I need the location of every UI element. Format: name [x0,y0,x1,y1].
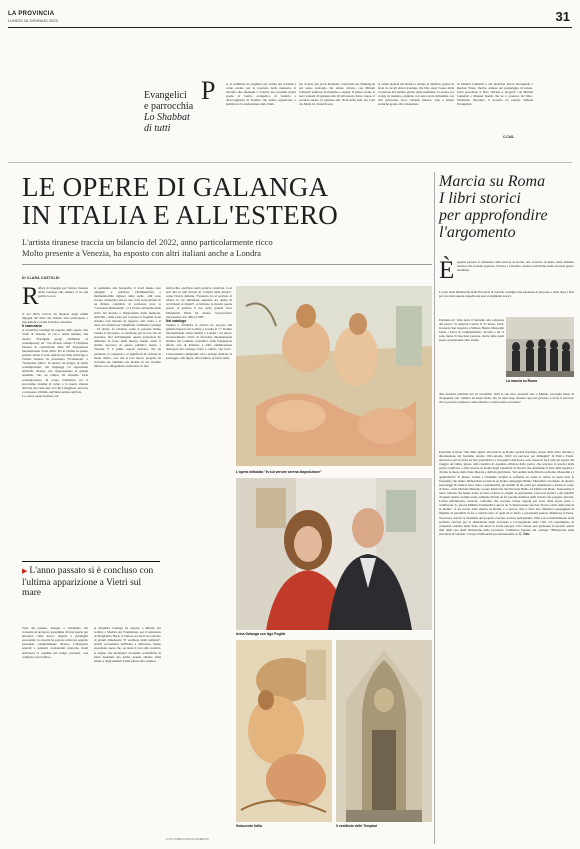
article-paragraph: A novembre Galanga ha esposto nello spazio San Vidal di Venezia, in cui è ormai habitué, alla mostra "Paradigm group exhibition of contemporary art" con diverse artiste: il Christian Palazzo in conclusione della 59ª Esposizione internazionale d'arte 2022. Tra le vetrine in questo periodo anche si sono ispirate sul tema dell'acqua e l'artista tiranese ha presentato "Evoluzione" e "Seducente follia". In mostra un gruppo di artisti contemporanei, dai linguaggi ed espressioni artistiche diverse, che rappresentano la grande assemble che, da tempo, ha investito l'arte contemporanea. In ottura traumatica coi il precedente sistema di valori e la nuova visione dell'arte che vede tutto ciò che è maggiore, provoca e ottrepassa il limite, dell'innovazione nell'arte. [22,328,88,394]
article-text [22,312,88,398]
article-paragraph: te del 2023, traccia un bilancio degli ultimi impegni del 2022 che l'hanno vista partecipare a esposizioni e eventi in Italia e all'estero. [22,312,88,325]
headline-rule [22,264,432,265]
caption-painting2: Seducente follia [236,824,263,828]
issue-date: LUNEDÌ 16 GENNAIO 2023 [8,18,58,23]
byline: DI CLARA CASTOLDI [22,276,60,280]
article-paragraph: dell'occhio «dell'arte nella propria creatività. Così non dire se tutti dicono di "scienza della pittura", come l'aveva definita, "l'essenza sta al servizio di un'arte la cui ambizione suprema era quella di avvicinarsi ai dipinti". A febbraio la mostra aperta presso la galleria il tiro della grande ricca Margherita Hack ha diretto l'osservatorio astronomico dal 1964 al 1987. [166,286,232,319]
pull-quote [22,561,160,599]
column-divider [434,172,435,844]
headline-line: LE OPERE DI GALANGA [22,172,329,202]
article-paragraph: La cesura quasi violenta con [22,393,59,398]
pull-quote-rule [22,561,160,562]
sidebar-headline-line: l'argomento [439,224,516,241]
sidebar-text: Partiamo da "Alba nera: il fascismo alla conquista del potere" di Antonio Carioti. Il 23 marzo 1919, in piazza San Sepolcro a Milano, Benito Mussolini fonda i Fasci di combattimento: davanti a lui ci sono meno di duecento persone, molte delle quali presto prenderanno altre strade. [439,318,504,343]
main-dropcap: R [22,283,39,310]
sidebar-text: Alle elezioni politiche del 16 novembre 1919 la sua lista, presente solo a Milano, raccoglie meno di cinquemila voti. Sembra un uomo finito, ma tre anni dopo diventa capo del governo e avvia il percorso che lo porterà a imporre come dittatore. Com'è potuto accadere? [439,392,574,405]
painting-vestibolo-image [336,640,432,822]
newspaper-brand: LA PROVINCIA [8,11,55,17]
sidebar-dropcap: È [439,257,455,284]
sidebar-headline-line: I libri storici [439,190,521,207]
top-title-line: e parrocchia [144,101,194,112]
headline-line: IN ITALIA E ALL'ESTERO [22,200,339,230]
march-photo [506,317,574,377]
article-text: l'arte del passato, dunque, è l'elemento che consente ad un nuovo paradigma di farsi spazio per attestarsi come nuovo rispetto a paradigmi precedenti. La mostra ha portato artisti un sguardo personale completamente diverso. L'interprete sguardi e pensieri contrastanti mancano modi dell'essere si esprime nel tempo presente, così completo ed evolutivo. [22,626,88,659]
subheadline-line: Molto presente a Venezia, ha esposto con altri italiani anche a Londra [22,248,261,258]
top-story-signature: C.CAS. [503,135,515,139]
subheadline-line: L'artista tiranese traccia un bilancio del 2022, anno particolarmente ricco [22,237,273,247]
sidebar-text: La rete delle biblioteche della Provincia di Sondrio consiglia una selezione di proposte a tema dopo i fatti per ricordare questa tragedia nei suoi svolgimenti storici. [439,290,574,299]
pull-quote-text [22,566,160,599]
main-subheadline [22,237,432,259]
sidebar-headline-line: per approfondire [439,207,548,224]
top-title-line: Evangelici [144,90,187,101]
caption-painting1: L'opera intitolata "In sul verone serena disposizione" [236,470,322,474]
section-subhead: Il calendario [22,324,42,329]
caption-portrait: Anna Galanga con Ugo Puglisi [236,632,286,636]
section-subhead: Nel catalogo [166,318,187,323]
sidebar-headline [439,173,574,241]
sidebar-signature: C. Cas. [519,531,530,536]
top-story-column: bat di tutti, più di un momento conviviale per immergersi nel senso profondo del sabato ebraico con Miriam Camerini studiosa di ebraismo e regista. Il primo evento si terrà venerdì 20 gennaio alle 20 all'oratorio Sacro Cuore, il secondo sabato 21 gennaio alle 18,30 nella sede del Coni via Malta 16. Venerdì sera, [299,82,375,107]
article-text: A dicembre Galanga ha esposto a Milano Art Gallery e Modern Art Foundation, per il centenario di Margherita Hack, il famoso accasciò ha sottratto di grandi dimensioni "Il vestibolo delle templari". Artisti provenienti dall'Italia e dall'estero hanno presentato opere che, secondo il loro stile creativo, si legano alle molteplici avventure scientifiche di fama mondiale ma anche grande amante della natura e degli animali. Dalla pittura alla scultura, [94,626,161,663]
painting-serena-image [236,286,432,466]
top-story-column: er la settimana di preghiera per l'unità dei cristiani e come evento per la Giornata della memoria, si terranno due momenti a Sondrio nei prossimi giorni grazie al Centro evangelico di Sondrio e all'accoglienza di Sondrio che hanno organizzato e pubblicato la celebrazione dello Shab- [226,82,296,107]
top-story-column: di Miriam Camerini e dei musicisti Rocco Rossignoli e Reuben Vitale. Inoltre, sempre nel pomeriggio di sabato, verrà presentato il libro "Ricette e progetti" con Miriam Camerini e Manuel Kanah che ne è coautore del libro. Moderano l'incontro il docente ed esperto Simone Evangelisti. [457,82,533,107]
top-story-column: la calma planerà sul mondo e entrato lo Shabbat, giorno di festa in cui gli ebrei ricordano che Dio cessò l'opera della Creazione nel settimo giorno della settimana. La serata si è svolge in maniera originale con una tavola imbandita con cibi particolari, fiori, candele, musica, vino e letture sceniche grazie alla conduzione [378,82,454,107]
article-text: la pandemia alla fotografia, il avori hanno reso omaggio e celebrare l'indimenticata e indimenticabile signora delle stelle. «Mi sono trovata catapultata ancora una volta in un mondo in un filmato complicit, di confronto dove le "vocazioni intellettuali", si è rivolta all'analisi delle sicità del mondo e l'importanza della memoria, dell'oblio, della forza per scoprire la fragilità di un sistema così mortale in rapporto alla verità e al ruolo dei sistemi per l'indefinito commenta Galanga - Su invito, fu evidente come le persone hanno vissuto il riscoperto, la relazione per la loro vita di speranza. Nel dell'indagine questi particolari ho utilizzato la forza della mostra, hanno avuto il grande successo di questo pubblico legato a Venezia. È il primo aspetto dell'arte, che ha permesso ai contenuti e ai significati di arrivare in modo chiaro, così che il loro nuovo progetto ha avvistato un cammino nel mondo in cui viviamo mirato con collegamento dedicatore di una. [94,286,161,368]
photo-credit: FOTO PUBBLICATE DA FACEBOOK [166,838,209,841]
sidebar-caption: La marcia su Roma [506,379,538,383]
main-headline [22,173,432,229]
article-paragraph: Sempre a dicembre la pittrice ha esposto alla galleria Espacio Art Gallery a Londra al "1° Premio internazionale artisti italiani a Londra", un nuovo riconoscimento d'arte di rilevanza internazionale istituito dal Comitato scientifico della Fondazione effetto arte di Palermo e dalla pubblicazione dell'opera nel catalogo d'arte e cultura "Art now". L'esposizione comprende vari e sezioni dedicate al paesaggio, alla figura, alla scultura, al fauve nello, [166,322,232,360]
sidebar-paragraph: Passiamo al titolo "Dal mille ignoto alla marcia su Roma: apriosi fascismo, morte dello Stato liberale e affermazione del fascismo ottobre 1921-ottobre 1922: un percorso per immagini" di Enrico Foisti. Attraverso gli accurati servizi giornalistici e fotografici dell'epoca sono messi in luce tutti gli aspetti del viaggio del milite ignoto dalla basilica di Aquileia all'altare della patria, che sancisce la nascita della patria condivisa, e della marcia su Roma degli squadristi di fascisti che determinò la fine della legalità e di fatto la morte dello Stato liberale e dell'età giolittiana. "Gli uomini della Marcia su Roma. Mussolini e i quadrumviri" di Mauro Canali e Clemente Volpini si sofferma su come al centro di quasi tutte le fotografie che hanno immortalato la marcia su Roma campeggia Benito Mussolini circondato da quattro personaggi in camicia nera. Sono i quadrumviri, gli uomini da lui scelti per organizzare e attuare il colpo di Stato, ossia Michele Bianchi, Cesare Maria De Vecchi, Italo Balbo ed Emilio De Bono. Nonostante il ruolo centrale che hanno avuto accanto al duce, le origini, le personalità, i percorsi politici e gli obiettivi di questi quattro uomini erano talmente diversi da far persino dubitare della riuscita del progetto fascista. L'esito dell'impresa, tuttavia, conferma che avevano buone ragioni per stare dalla stessa parte e collaborare. E, ancora Mimmo Franzinelli è autore de "L'insurrezione fascista. Storia e mito della marcia su Roma". A un secolo dalla marcia su Roma, e a ancora cifra e fiere una folklorica passeggiata di migliaia di estremisti in fez e camicia nera, ai quali un re inetto e governanti paurosi affidarono il Paese. Viceversa, essa fu la risultante del progetto eversivo avviato nell'autunno 1920 con la mobilitazione della periferia fascista per la distruzione degli avversari e l'occupazione delle città. Un esperimento di conquista violenta dello Stato che mutò la storia europea. Chi volesse può prenotare in prestito questi libri dalla rete delle biblioteche della provincia. L'indirizzo internet del catalogo "Biblioteche della provincia di Sondrio" è https://biblioteche.provinciasondrio.it. [439,450,575,536]
portrait-photo [236,478,432,630]
section-rule [8,162,572,163]
article-text [166,286,232,360]
top-title-line: di tutti [144,123,171,134]
sidebar-text: appena passato il centenario della marcia su Roma, atto eversivo di inizio della dittatura fascista che avrebbe oppresso il Paese e l'avrebbe condotto nell'abisso della seconda guerra mondiale. [457,260,574,273]
top-title-line: Lo Shabbat [144,112,190,123]
article-text: affica di impegni per l'artista tiranese Anna Galanga che, mentre si sta già partile le esco [38,286,88,299]
painting-seducente-image [236,640,332,822]
page-number: 31 [555,9,570,24]
caption-painting3: Il vestibolo delle Templari [336,824,378,828]
header-rule [8,27,572,28]
top-story-dropcap: P [201,76,216,105]
pull-quote-body: L'anno passato si è concluso con l'ultima apparizione a Vietri sul mare [22,566,154,598]
sidebar-headline-line: Marcia su Roma [439,173,546,190]
arrow-icon: ▶ [22,568,28,575]
sidebar-text [439,450,574,536]
